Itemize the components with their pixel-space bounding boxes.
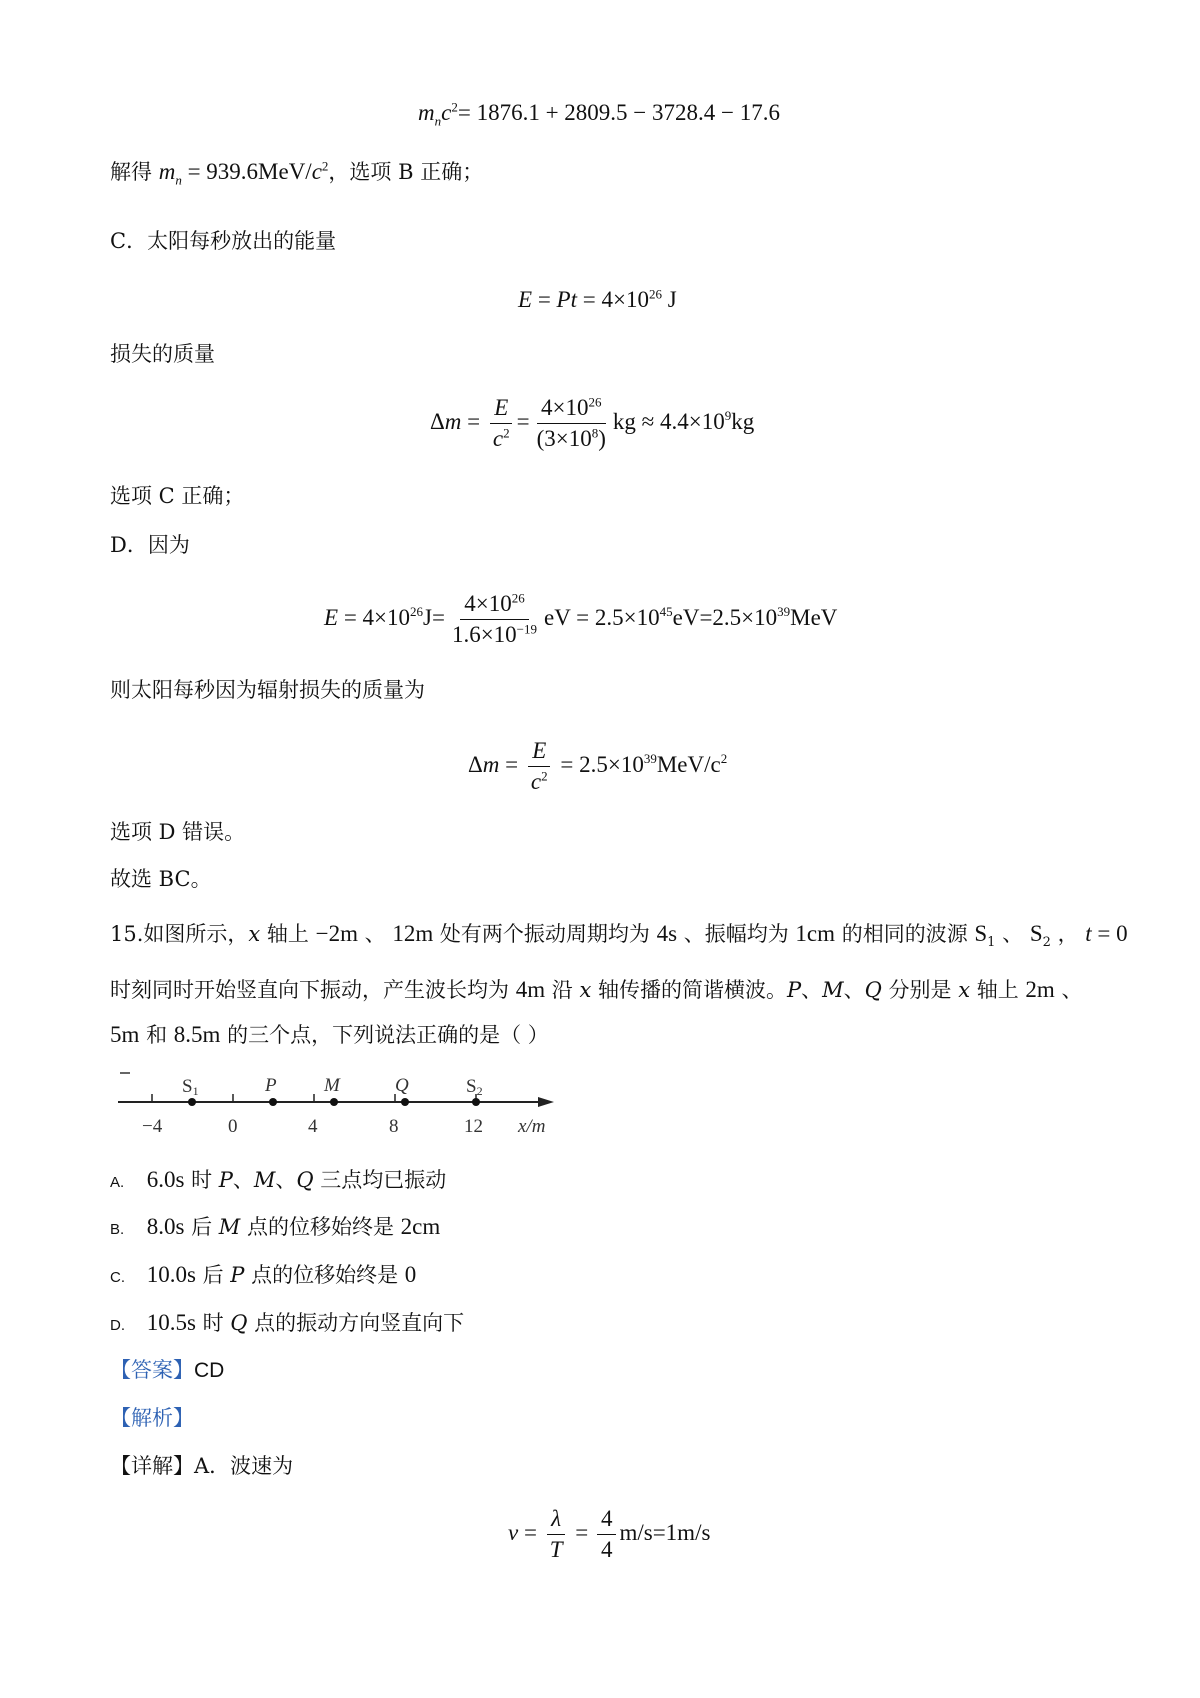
equation-energy-ev: $E = 4\times 10^{26}J=$ $\frac{4\times 10^{26}}{1.6\times 10^{-19}}$ eV = $2.5\times 10^{45}eV=2.5\times 10^{39}MeV$: [324, 590, 838, 647]
equation-wave-speed: v = $\frac{\lambda}{T}$ = $\frac{4}{4}$ m/s=1m/s: [508, 1506, 711, 1562]
axis-arrow-icon: [538, 1097, 554, 1107]
point-q: [401, 1098, 409, 1106]
radiation-loss-heading: 则太阳每秒因为辐射损失的质量为: [110, 678, 425, 702]
equation-radiation-mass: Δm = $\frac{E}{c^2}$ = $2.5\times 10^{39}MeV/c^2$: [468, 738, 728, 794]
option-d: D. 10.5s 时 Q 点的振动方向竖直向下: [110, 1310, 465, 1335]
label-p: P: [265, 1075, 277, 1096]
detail-line: 【详解】A．波速为: [110, 1454, 294, 1478]
question-15-line-3: 5m 和 8.5m 的三个点，下列说法正确的是（ ）: [110, 1022, 549, 1047]
equation-energy: $E = Pt = 4\times 10^{26}$ J: [518, 286, 677, 312]
point-s1: [188, 1098, 196, 1106]
label-m: M: [324, 1075, 340, 1096]
label-s1: S1: [182, 1076, 199, 1098]
tick-label: 12: [464, 1116, 483, 1137]
tick-label: −4: [142, 1116, 163, 1137]
question-15-line-2: 时刻同时开始竖直向下振动，产生波长均为 4m 沿 x 轴传播的简谐横波。P、M、Q 分别是 x 轴上 2m 、: [110, 977, 1083, 1002]
question-15-line-1: 15.如图所示，x 轴上 −2m 、 12m 处有两个振动周期均为 4s 、振幅均为 1cm 的相同的波源 $S_1$ 、 $S_2$ ， t = 0: [110, 921, 1128, 951]
option-c-heading: C．太阳每秒放出的能量: [110, 229, 337, 253]
equation-mass-loss: Δm = $\frac{E}{c^2}$ = $\frac{4\times 10^{26}}{(3\times 10^8)}$ kg ≈ $4.4\times 10^9kg$: [430, 394, 755, 451]
answer-tag: 【答案】: [110, 1358, 194, 1382]
option-c: C. 10.0s 后 P 点的位移始终是 0: [110, 1262, 417, 1287]
option-d-wrong: 选项 D 错误。: [110, 820, 246, 844]
mass-loss-heading: 损失的质量: [110, 342, 215, 366]
option-b: B. 8.0s 后 M 点的位移始终是 2cm: [110, 1214, 441, 1239]
option-d-heading: D．因为: [110, 533, 190, 557]
point-s2: [472, 1098, 480, 1106]
final-choice: 故选 BC。: [110, 867, 212, 891]
tick-label: 8: [389, 1116, 399, 1137]
analysis-line: [110, 1403, 194, 1433]
tick-label: 4: [308, 1116, 318, 1137]
equation-mass-neutron: $m_nc^2= 1876.1 + 2809.5 - 3728.4 - 17.6$: [418, 99, 780, 129]
label-q: Q: [395, 1075, 409, 1096]
wave-source-axis-figure: [108, 1070, 568, 1150]
option-c-correct: 选项 C 正确；: [110, 484, 245, 508]
answer-line: 【答案】CD: [110, 1358, 225, 1382]
axis-label: x/m: [518, 1116, 546, 1137]
point-p: [269, 1098, 277, 1106]
point-m: [330, 1098, 338, 1106]
option-a: A. 6.0s 时 P、M、Q 三点均已振动: [110, 1167, 447, 1192]
label-s2: S2: [466, 1076, 483, 1098]
solution-line-b: 解得 $m_n = 939.6MeV/c^2$，选项 B 正确；: [110, 158, 484, 188]
tick-label: 0: [228, 1116, 238, 1137]
analysis-tag: 【解析】: [110, 1406, 194, 1430]
